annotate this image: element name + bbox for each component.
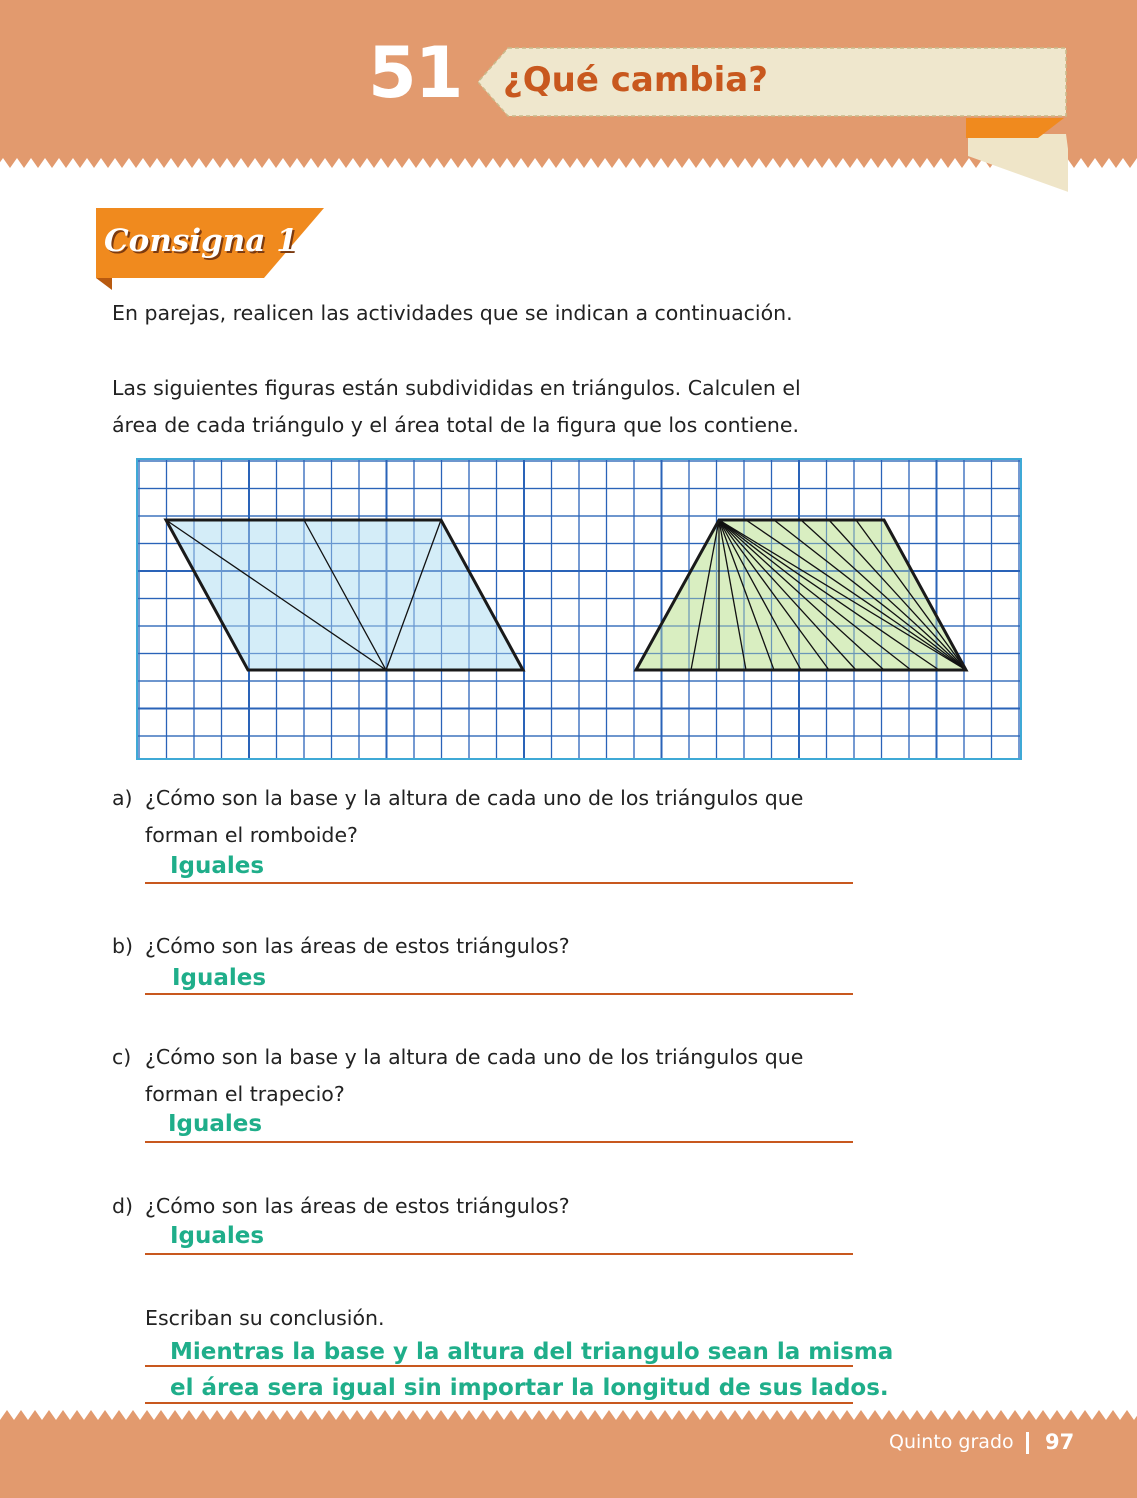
- conclusion-line-2: [145, 1402, 853, 1404]
- answer-a-line: [145, 882, 853, 884]
- conclusion-line-1: [145, 1365, 853, 1367]
- question-a-letter: a): [112, 786, 133, 810]
- question-c-letter: c): [112, 1045, 132, 1069]
- footer-grade: Quinto grado: [889, 1431, 1014, 1453]
- consigna-label: Consigna 1: [104, 223, 298, 259]
- footer-page-number: 97: [1045, 1430, 1075, 1454]
- conclusion-answer-line-1: Mientras la base y la altura del triangulo sean la misma: [170, 1339, 894, 1365]
- footer-separator: [1026, 1432, 1029, 1454]
- conclusion-prompt: Escriban su conclusión.: [145, 1306, 385, 1330]
- answer-a: Iguales: [170, 853, 265, 879]
- answer-b-line: [145, 993, 853, 995]
- description-line-2: área de cada triángulo y el área total de la figura que los contiene.: [112, 413, 800, 437]
- lesson-title: ¿Qué cambia?: [503, 60, 768, 100]
- answer-d: Iguales: [170, 1223, 265, 1249]
- question-d-letter: d): [112, 1194, 134, 1218]
- answer-d-line: [145, 1253, 853, 1255]
- description-line-1: Las siguientes figuras están subdivididas en triángulos. Calculen el: [112, 376, 801, 400]
- question-b-letter: b): [112, 934, 134, 958]
- instruction-text: En parejas, realicen las actividades que se indican a continuación.: [112, 301, 793, 325]
- footer-band: [0, 1410, 1137, 1498]
- question-a-line-2: forman el romboide?: [145, 823, 358, 847]
- question-d-line-1: ¿Cómo son las áreas de estos triángulos?: [145, 1194, 570, 1218]
- figure-grid: [136, 458, 1022, 760]
- question-c-line-2: forman el trapecio?: [145, 1082, 345, 1106]
- question-b-line-1: ¿Cómo son las áreas de estos triángulos?: [145, 934, 570, 958]
- question-a-line-1: ¿Cómo son la base y la altura de cada uno de los triángulos que: [145, 786, 804, 810]
- answer-c-line: [145, 1141, 853, 1143]
- answer-b: Iguales: [172, 965, 267, 991]
- lesson-number: 51: [368, 32, 462, 114]
- conclusion-answer-line-2: el área sera igual sin importar la longitud de sus lados.: [170, 1375, 889, 1401]
- question-c-line-1: ¿Cómo son la base y la altura de cada uno de los triángulos que: [145, 1045, 804, 1069]
- answer-c: Iguales: [168, 1111, 263, 1137]
